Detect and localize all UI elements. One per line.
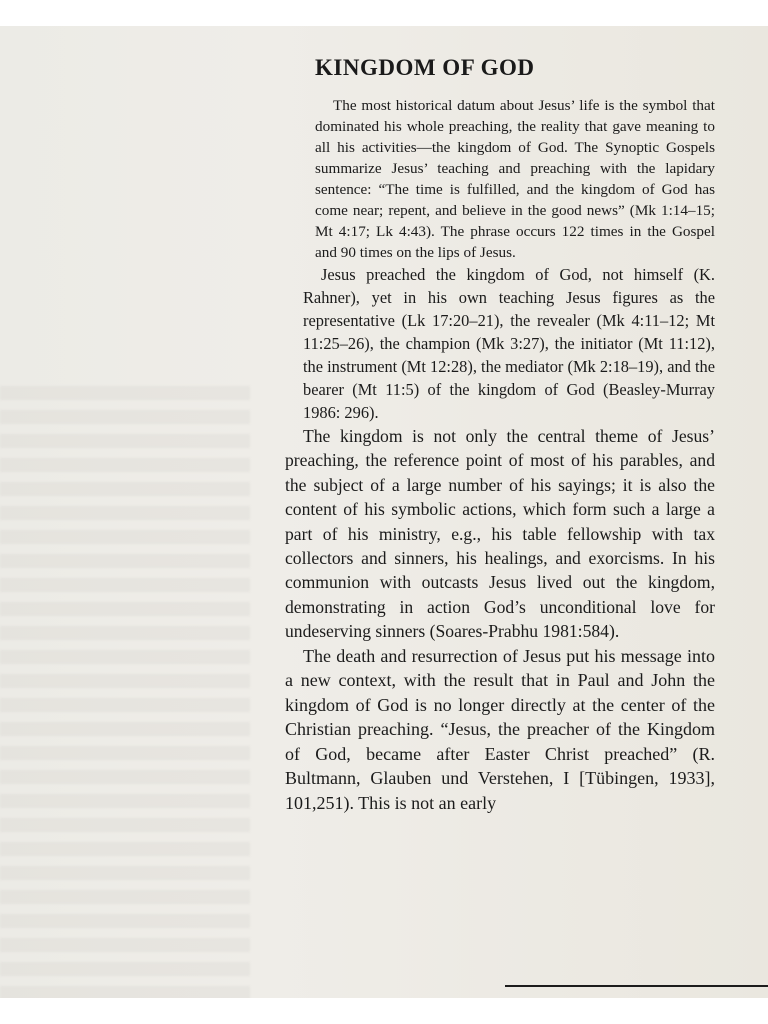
article-paragraph-2: Jesus preached the kingdom of God, not himself (K. Rahner), yet in his own teaching Jesus figures as the representative (Lk 17:20–21), the revealer (Mk 4:11–12; Mt 11:25–26), the champion (Mk 3:27), the initiator (Mt 11:12), the instrument (Mt 12:28), the mediator (Mk 2:18–19), and the bearer (Mt 11:5) of the kingdom of God (Beasley-Murray 1986: 296). <box>303 265 715 422</box>
article-paragraph-3: The kingdom is not only the central theme of Jesus’ preaching, the reference point of most of his parables, and the subject of a large number of his sayings; it is also the content of his symbolic actions, which form such a large a part of his ministry, e.g., his table fellowship with tax collectors and sinners, his healings, and exorcisms. In his communion with outcasts Jesus lived out the kingdom, demonstrating in action God’s unconditional love for undeserving sinners (Soares-Prabhu 1981:584). <box>285 426 715 642</box>
bottom-margin <box>0 998 768 1024</box>
article-paragraph-4: The death and resurrection of Jesus put his message into a new context, with the result that in Paul and John the kingdom of God is no longer directly at the center of the Christian preaching. “Jesus, the preacher of the Kingdom of God, became after Easter Christ preached” (R. Bultmann, Glauben und Verstehen, I [Tübingen, 1933], 101,251). This is not an early <box>285 645 715 813</box>
article-paragraph-1: The most historical datum about Jesus’ life is the symbol that dominated his whole preaching, the reality that gave meaning to all his activities—the kingdom of God. The Synoptic Gospels summarize Jesus’ teaching and preaching with the lapidary sentence: “The time is fulfilled, and the kingdom of God has come near; repent, and believe in the good news” (Mk 1:14–15; Mt 4:17; Lk 4:43). The phrase occurs 122 times in the Gospel and 90 times on the lips of Jesus. <box>315 97 715 261</box>
page-edge-rule <box>505 985 768 987</box>
article-title: KINGDOM OF GOD <box>315 55 535 80</box>
bleed-through-text <box>0 386 250 1006</box>
top-margin <box>0 0 768 26</box>
article <box>285 55 715 815</box>
